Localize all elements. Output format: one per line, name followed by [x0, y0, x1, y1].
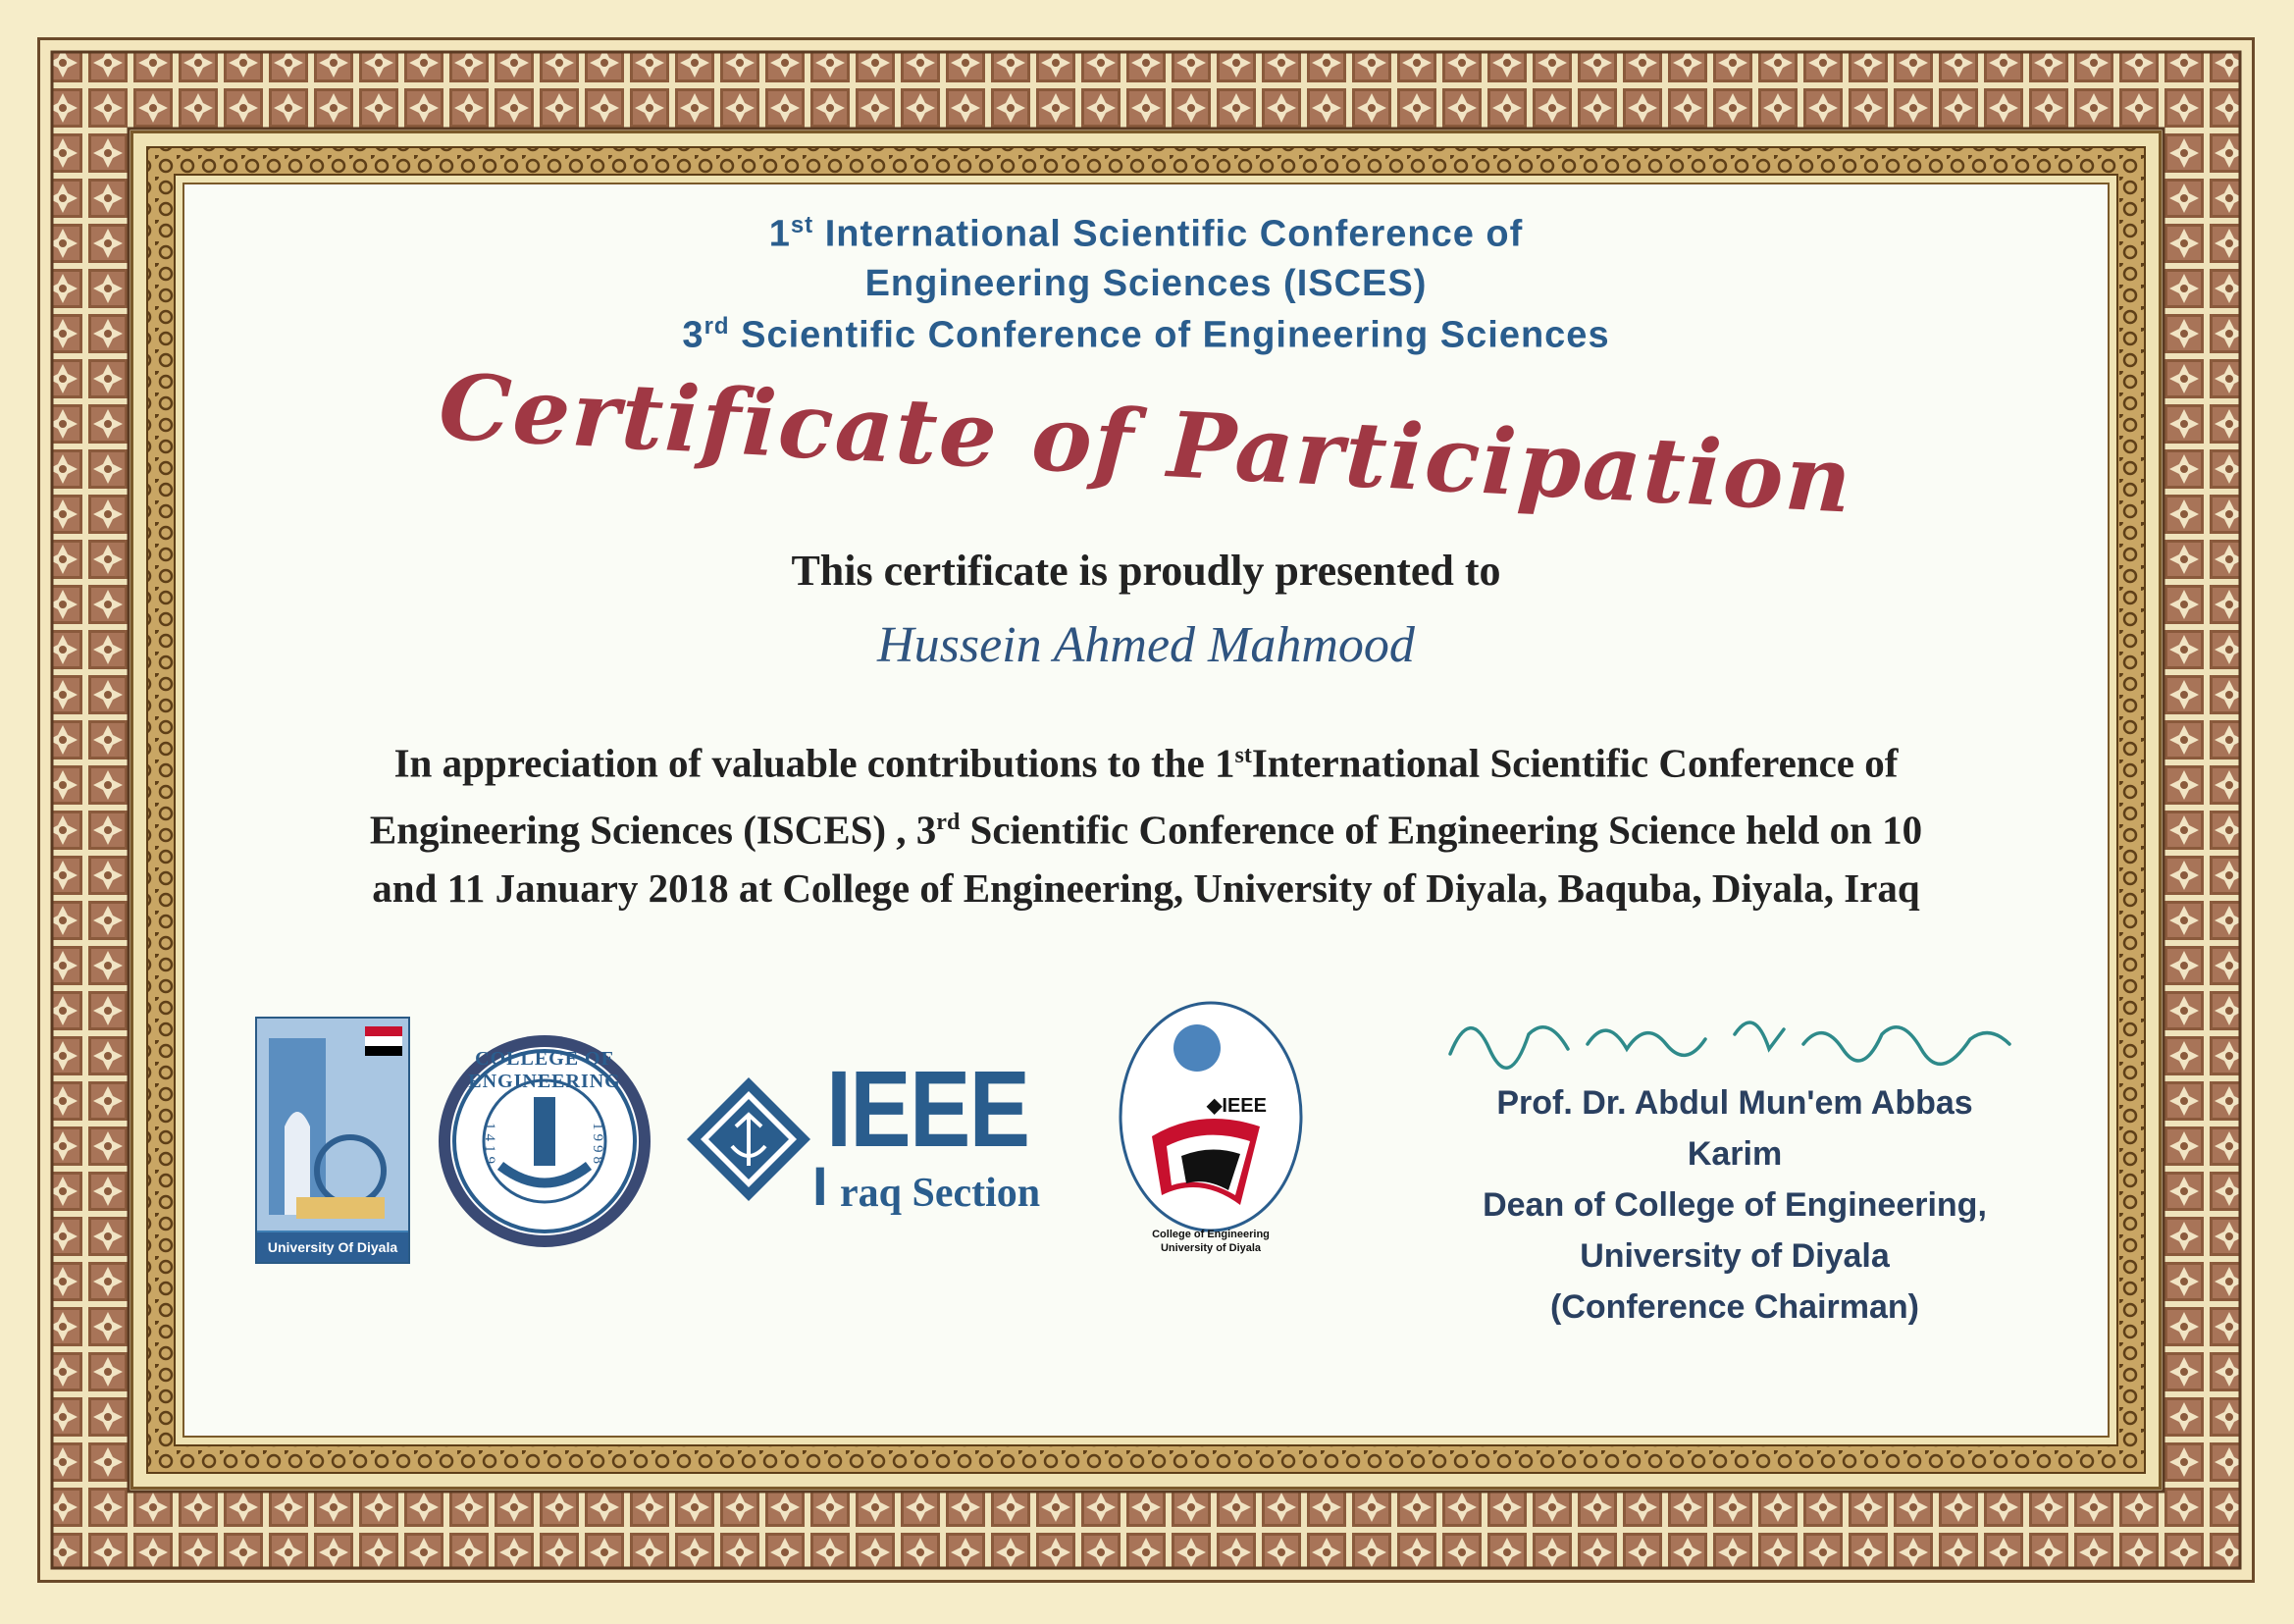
conference-oval-emblem	[1113, 999, 1309, 1244]
diyala-gate-emblem	[257, 1019, 408, 1231]
outer-border-frame	[37, 37, 2255, 1583]
signer-block	[1460, 1077, 2009, 1333]
signer-title-2: University of Diyala	[1580, 1237, 1890, 1275]
ieee-diamond-icon	[685, 1075, 812, 1203]
conference-logo-caption-1: College of Engineering	[1152, 1229, 1270, 1240]
conference-logo	[1113, 999, 1309, 1264]
college-of-engineering-logo	[432, 1028, 657, 1254]
certificate-heading: Certificate of Participation	[436, 353, 1856, 534]
inner-frame	[130, 131, 2162, 1490]
signer-title-1: Dean of College of Engineering,	[1483, 1186, 1987, 1224]
diyala-logo-caption: University Of Diyala	[257, 1232, 408, 1262]
university-of-diyala-logo	[255, 1017, 410, 1264]
ieee-wordmark: IEEE	[826, 1049, 1029, 1170]
college-year-left: 1419	[482, 1123, 497, 1168]
handwritten-signature	[1440, 995, 2029, 1074]
conference-title-line-2: Engineering Sciences (ISCES)	[864, 263, 1428, 304]
college-year-right: 1998	[590, 1123, 605, 1168]
presented-to-text: This certificate is proudly presented to	[791, 547, 1501, 595]
ieee-iraq-section-logo	[685, 1046, 1097, 1232]
recipient-name: Hussein Ahmed Mahmood	[877, 617, 1415, 673]
ieee-section-label: raq Section	[840, 1171, 1041, 1216]
certificate-paper	[182, 183, 2110, 1438]
signer-title-3: (Conference Chairman)	[1550, 1288, 1919, 1326]
conference-title-line-1: 1st International Scientific Conference of	[768, 212, 1524, 255]
conference-logo-caption-2: University of Diyala	[1160, 1242, 1262, 1254]
conference-title-line-3: 3rd Scientific Conference of Engineering Sciences	[682, 313, 1610, 356]
ieee-section-initial: I	[812, 1155, 828, 1217]
conference-logo-ieee: ◆IEEE	[1207, 1095, 1267, 1117]
appreciation-text: In appreciation of valuable contributions to the 1stInternational Scientific Conference of Engineering Sciences (ISCES) , 3rd Scientific Conference of Engineering Science held on 10 and 11 January 2018 at College of Engineering, University of Diyala, Baquba, Diyala, Iraq	[369, 740, 1923, 912]
signer-name: Prof. Dr. Abdul Mun'em Abbas Karim	[1496, 1084, 1973, 1173]
college-ring-text: COLLEGE OF ENGINEERING	[468, 1048, 621, 1092]
